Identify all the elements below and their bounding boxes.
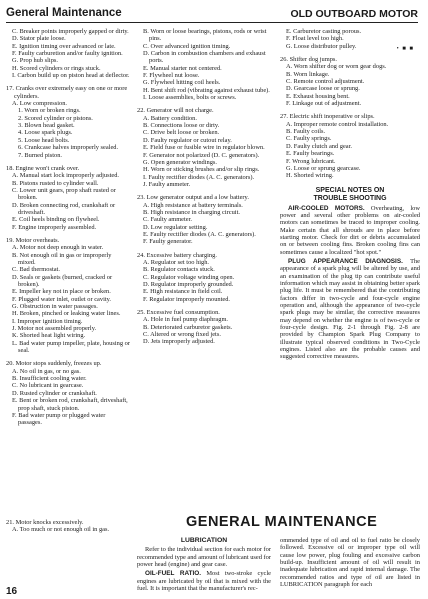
cause-item: 4. Loose spark plugs. xyxy=(18,129,73,137)
cause-item: H. Bent shift rod (vibrating against exhaust tube). xyxy=(143,86,270,94)
cause-item: A. No oil in gas, or no gas. xyxy=(12,367,81,375)
cause-item: C. Drive belt loose or broken. xyxy=(143,129,220,137)
cause-item: A. High resistance at battery terminals. xyxy=(143,201,243,209)
cause-item: F. Faulty carburetion and/or faulty ignition. xyxy=(12,50,123,58)
cause-item: I. Loose assemblies, bolts or screws. xyxy=(143,94,237,102)
cause-item: F. Bad water pump or plugged water passages. xyxy=(12,411,106,427)
cause-item: B. Deteriorated carburetor gaskets. xyxy=(143,323,233,331)
cause-item: D. Regulator improperly grounded. xyxy=(143,281,234,288)
header-section-title: General Maintenance xyxy=(6,7,122,19)
cause-item: F. Float level too high. xyxy=(286,35,344,43)
cause-item: A. Manual start lock improperly adjusted. xyxy=(12,172,120,180)
cause-item: H. Shorted wiring. xyxy=(286,172,334,180)
troubleshooting-column-3 xyxy=(280,28,420,361)
cause-item: C. Faulty springs. xyxy=(286,135,332,143)
cause-item: G. Loose distributor pulley. xyxy=(286,42,357,50)
cause-item: I. Carbon build up on piston head at deflector. xyxy=(12,72,130,80)
trouble-item: 21. Motor knocks excessively. xyxy=(6,519,84,526)
trouble-item: 18. Engine won't crank over. xyxy=(6,164,80,172)
cause-item: J. Motor not assembled properly. xyxy=(12,325,97,333)
cause-item: F. Wrong lubricant. xyxy=(286,157,336,165)
page-header xyxy=(6,7,418,23)
oil-fuel-heading: OIL-FUEL RATIO. xyxy=(145,570,202,578)
cause-item: E. Bent or broken rod, crankshaft, driveshaft, prop shaft, stuck piston. xyxy=(12,397,128,412)
cause-item: B. Connections loose or dirty. xyxy=(143,122,220,130)
cause-item: D. Broken connecting rod, crankshaft or driveshaft. xyxy=(12,201,116,216)
special-notes-heading-line-1: SPECIAL NOTES ON xyxy=(315,186,385,194)
cause-item: I. Improper ignition timing. xyxy=(12,317,83,325)
air-cooled-paragraph xyxy=(280,205,420,256)
cause-item: 3. Blown head gasket. xyxy=(18,122,75,130)
cause-item: F. Engine improperly assembled. xyxy=(12,223,97,231)
cause-item: F. Regulator improperly mounted. xyxy=(143,295,230,303)
cause-item: D. Gearcase loose or sprung. xyxy=(286,85,360,93)
cause-item: 7. Burned piston. xyxy=(18,151,63,159)
cause-item: L. Bad water pump impeller, plate, housing or seal. xyxy=(12,339,130,355)
cause-item: C. Over advanced ignition timing. xyxy=(143,42,231,50)
trouble-item: 25. Excessive fuel consumption. xyxy=(137,309,220,317)
cause-item: B. Worn or loose bearings, pistons, rods or wrist pins. xyxy=(143,28,267,43)
oil-ratio-continued: ommended type of oil and oil to fuel ratio be closely followed. Excessive oil or improper type oil will cause low power, plug fouling and excessive carbon build-up. Insufficient amount of oil will result in inadequate lubrication and rapid internal damage. The recommended ratios and type of oil are listed in LUBRICATION paragraph for each xyxy=(280,537,420,589)
troubleshooting-column-1-tail xyxy=(6,519,130,534)
cause-item: B. Pistons rusted to cylinder wall. xyxy=(12,179,99,187)
cause-item: E. High resistance in field coil. xyxy=(143,288,223,296)
plug-diagnosis-heading: PLUG APPEARANCE DIAGNOSIS. xyxy=(288,257,403,265)
cause-item: D. Faulty clutch and gear. xyxy=(286,142,353,150)
cause-item: H. Worn or sticking brushes and/or slip rings. xyxy=(143,166,260,174)
cause-item: C. Regulator voltage winding open. xyxy=(143,273,235,281)
cause-item: B. Not enough oil in gas or improperly mixed. xyxy=(12,251,112,266)
cause-item: D. Jets improperly adjusted. xyxy=(143,338,215,346)
special-notes-heading-line-2: TROUBLE SHOOTING xyxy=(313,194,387,202)
cause-item: C. Faulty ammeter. xyxy=(143,216,192,224)
oil-fuel-text: Most two-stroke cycle engines are lubricated by oil that is mixed with the fuel. It is important that the manufacturer's rec- xyxy=(137,570,271,593)
cause-item: E. Faulty bearings. xyxy=(286,150,335,158)
cause-item: A. Motor not deep enough in water. xyxy=(12,244,104,252)
cause-item: A. Battery condition. xyxy=(143,114,197,122)
cause-item: B. Faulty coils. xyxy=(286,128,326,136)
plug-diagnosis-paragraph xyxy=(280,258,420,361)
cause-item: E. Faulty rectifier diodes (A. C. generators). xyxy=(143,230,256,238)
general-maintenance-title: GENERAL MAINTENANCE xyxy=(186,514,378,530)
cause-item: G. Loose or sprung gearcase. xyxy=(286,164,361,172)
cause-item: C. Bad thermostat. xyxy=(12,266,60,274)
special-notes-heading xyxy=(280,187,420,203)
cause-item: A. Hole in fuel pump diaphragm. xyxy=(143,316,229,324)
trouble-item: 17. Cranks over extremely easy on one or more cylinders. xyxy=(6,85,128,100)
cause-item: E. Manual starter not centered. xyxy=(143,64,222,72)
cause-item: J. Faulty ammeter. xyxy=(143,180,191,188)
cause-item: G. Obstruction in water passages. xyxy=(12,303,98,311)
cause-item: 1. Worn or broken rings. xyxy=(18,107,81,115)
cause-item: E. Exhaust housing bent. xyxy=(286,92,350,100)
cause-item: D. Seals or gaskets (burned, cracked or broken). xyxy=(12,273,113,288)
cause-item: E. Ignition timing over advanced or late. xyxy=(12,42,116,50)
cause-item: H. Broken, pinched or leaking water lines. xyxy=(12,310,121,318)
cause-item: D. Faulty regulator or cutout relay. xyxy=(143,136,232,144)
cause-item: B. High resistance in charging circuit. xyxy=(143,208,240,216)
trouble-item: 20. Motor stops suddenly, freezes up. xyxy=(6,360,102,368)
air-cooled-heading: AIR-COOLED MOTORS. xyxy=(288,204,365,212)
cause-item: C. Remote control adjustment. xyxy=(286,78,365,86)
cause-item: 6. Crankcase halves improperly sealed. xyxy=(18,144,119,152)
lubrication-heading: LUBRICATION xyxy=(180,537,228,544)
trouble-item: 19. Motor overheats. xyxy=(6,236,60,244)
cause-item: E. Carburetor casting porous. xyxy=(286,28,362,35)
cause-item: D. Rusted cylinder or crankshaft. xyxy=(12,389,97,397)
air-cooled-text: Overheating, low power and several other problems on air-cooled motors can sometimes be traced to improper cooling. Make certain that all shrouds are in place before starting motor. Check for dirt or debris accumulated on or between cooling fins. Broken cooling fins can sometimes cause a localized "hot spot." xyxy=(280,204,420,256)
page-number: 16 xyxy=(6,586,18,597)
cause-item: E. Impeller key not in place or broken. xyxy=(12,288,111,296)
printer-marks: • ■ ■ xyxy=(396,46,414,52)
trouble-item: 23. Low generator output and a low battery. xyxy=(137,194,249,202)
cause-item: C. No lubricant in gearcase. xyxy=(12,382,84,390)
cause-item: F. Flywheel nut loose. xyxy=(143,72,200,80)
trouble-item: 27. Electric shift inoperative or slips. xyxy=(280,113,375,121)
cause-item: F. Faulty generator. xyxy=(143,238,193,246)
cause-item: A. Worn shifter dog or worn gear dogs. xyxy=(286,63,387,71)
cause-item: G. Prop hub slips. xyxy=(12,57,58,65)
cause-item: F. Plugged water inlet, outlet or cavity. xyxy=(12,295,111,303)
cause-item: E. Coil heels binding on flywheel. xyxy=(12,216,100,224)
header-book-title: OLD OUTBOARD MOTOR xyxy=(290,8,418,20)
cause-item: C. Lower unit gears, prop shaft rusted or broken. xyxy=(12,186,116,202)
cause-item: C. Altered or wrong fixed jets. xyxy=(143,331,221,339)
cause-item: H. Scored cylinders or rings stuck. xyxy=(12,64,101,72)
plug-diagnosis-text: The appearance of a spark plug will be altered by use, and an examination of the plug tip can contribute useful information which may assist in obtaining better spark plug life. It must be remembered that the contributing factors differ in two-cycle and four-cycle engine operation and, although the appearance of two-cycle spark plugs may be similar, the corrective measures may depend on whether the engine is of two-cycle or four-cycle design. Fig. 2-1 through Fig. 2-8 are provided by Champion Spark Plug Company to illustrate typical observed conditions in Two-Cycle engines. Listed also are the probable causes and suggested corrective measures. xyxy=(280,257,421,361)
cause-item: A. Too much or not enough oil in gas. xyxy=(12,526,110,534)
cause-item: C. Breaker points improperly gapped or dirty. xyxy=(12,28,129,35)
cause-item: 2. Scored cylinder or pistons. xyxy=(18,114,93,122)
cause-item: E. Field fuse or fusible wire in regulator blown. xyxy=(143,144,265,152)
trouble-item: 26. Shifter dog jumps. xyxy=(280,56,337,64)
trouble-item: 22. Generator will not charge. xyxy=(137,107,214,115)
lubrication-intro: Refer to the individual section for each motor for recommended type and amount of lubricant used for power head (engine) and gear case. xyxy=(137,546,271,569)
troubleshooting-column-1 xyxy=(6,28,130,427)
cause-item: A. Regulator set too high. xyxy=(143,258,210,266)
cause-item: A. Improper remote control installation. xyxy=(286,120,389,128)
troubleshooting-list-3 xyxy=(280,28,420,180)
cause-item: B. Worn linkage. xyxy=(286,70,330,78)
cause-item: D. Carbon in combustion chambers and exhaust ports. xyxy=(143,50,266,65)
lubrication-column-right xyxy=(280,537,420,588)
trouble-item: 24. Excessive battery charging. xyxy=(137,251,217,259)
cause-item: F. Linkage out of adjustment. xyxy=(286,100,362,108)
cause-item: B. Insufficient cooling water. xyxy=(12,375,87,383)
lubrication-column-left xyxy=(137,537,271,592)
cause-item: B. Regulator contacts stuck. xyxy=(143,266,215,274)
cause-item: 5. Loose head bolts. xyxy=(18,136,70,144)
cause-item: D. Stator plate loose. xyxy=(12,35,66,43)
cause-item: G. Flywheel hitting coil heels. xyxy=(143,79,221,87)
cause-item: G. Open generator windings. xyxy=(143,158,218,166)
oil-fuel-paragraph xyxy=(137,570,271,592)
troubleshooting-column-2 xyxy=(137,28,271,346)
cause-item: A. Low compression. xyxy=(12,100,68,108)
cause-item: F. Generator not polarized (D. C. generators). xyxy=(143,151,260,159)
cause-item: I. Faulty rectifier diodes (A. C. generators). xyxy=(143,173,255,181)
cause-item: D. Low regulator setting. xyxy=(143,223,208,231)
cause-item: K. Shorted heat light wiring. xyxy=(12,332,86,340)
